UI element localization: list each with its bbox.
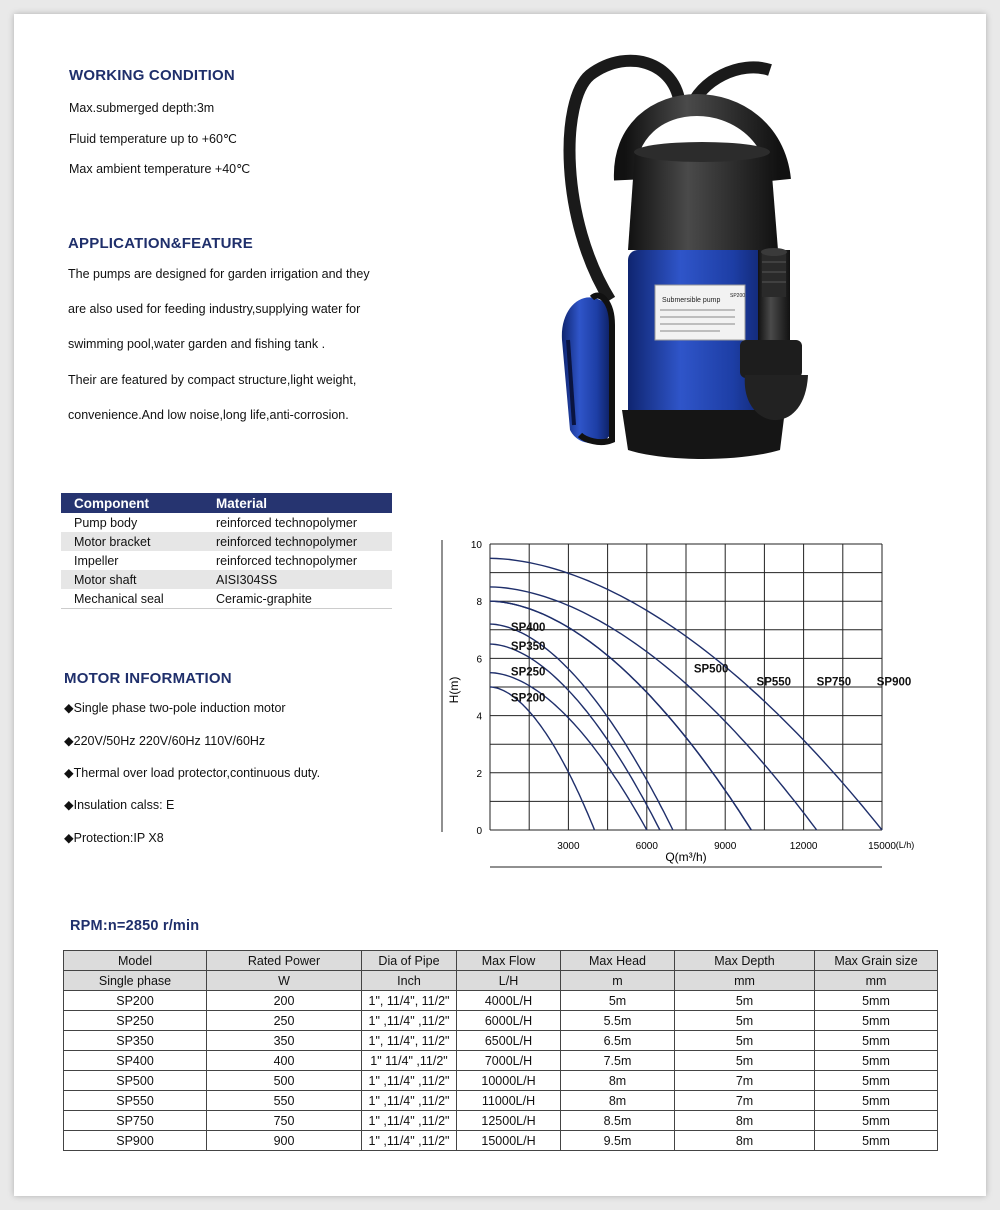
materials-row (61, 589, 392, 609)
spec-header-cell: Max Flow (457, 951, 561, 971)
spec-cell: 1" ,11/4" ,11/2" (362, 1111, 457, 1131)
application-title: APPLICATION&FEATURE (68, 235, 253, 252)
motor-line-text: Single phase two-pole induction motor (73, 701, 286, 715)
spec-cell: SP900 (64, 1131, 207, 1151)
spec-cell: 200 (207, 991, 362, 1011)
material-component: Motor bracket (61, 532, 203, 551)
spec-row (64, 1091, 938, 1111)
spec-cell: 12500L/H (457, 1111, 561, 1131)
spec-cell: 9.5m (561, 1131, 675, 1151)
spec-header-cell: mm (815, 971, 938, 991)
spec-cell: 6500L/H (457, 1031, 561, 1051)
motor-line (64, 765, 320, 780)
spec-header-cell: Dia of Pipe (362, 951, 457, 971)
chart-x-tick-label: 12000 (789, 841, 818, 852)
spec-cell: 5mm (815, 1071, 938, 1091)
working-condition-line: Max.submerged depth:3m (69, 101, 215, 115)
spec-header-cell: mm (675, 971, 815, 991)
spec-cell: 7m (675, 1091, 815, 1111)
spec-cell: 5mm (815, 1091, 938, 1111)
spec-cell: 1" ,11/4" ,11/2" (362, 1011, 457, 1031)
spec-cell: 1" 11/4" ,11/2" (362, 1051, 457, 1071)
chart-series-label: SP750 (816, 676, 852, 689)
spec-row (64, 1131, 938, 1151)
material-value: AISI304SS (203, 570, 392, 589)
spec-cell: 5mm (815, 1111, 938, 1131)
chart-series-label: SP350 (510, 640, 546, 653)
chart-x-tick-label: 6000 (635, 841, 658, 852)
materials-row (61, 551, 392, 570)
application-line: Their are featured by compact structure,light weight, (68, 373, 357, 387)
material-value: Ceramic-graphite (203, 589, 392, 609)
chart-y-tick-label: 8 (476, 597, 482, 609)
spec-cell: 5m (675, 1011, 815, 1031)
chart-y-tick-label: 2 (476, 768, 482, 780)
spec-cell: 7.5m (561, 1051, 675, 1071)
diamond-bullet-icon: ◆ (64, 798, 74, 812)
materials-row (61, 570, 392, 589)
spec-row (64, 1071, 938, 1091)
chart-x-tick-label: 3000 (557, 841, 580, 852)
pump-label-model: SP200 (730, 293, 746, 299)
motor-line (64, 700, 286, 715)
working-condition-title: WORKING CONDITION (69, 67, 235, 84)
spec-cell: 900 (207, 1131, 362, 1151)
motor-line (64, 830, 164, 845)
spec-cell: 5m (675, 991, 815, 1011)
spec-row (64, 1031, 938, 1051)
materials-row (61, 513, 392, 532)
chart-series-line (490, 687, 595, 830)
spec-cell: SP550 (64, 1091, 207, 1111)
spec-row (64, 1051, 938, 1071)
chart-series-label: SP500 (693, 663, 729, 676)
performance-chart (430, 530, 930, 875)
chart-x-unit: (L/h) (895, 840, 915, 850)
chart-labels (511, 622, 911, 704)
motor-line-text: Protection:IP X8 (73, 831, 164, 845)
materials-table (61, 493, 392, 609)
application-line: convenience.And low noise,long life,anti-corrosion. (68, 408, 349, 422)
spec-header-cell: Max Grain size (815, 951, 938, 971)
spec-cell: 8m (675, 1131, 815, 1151)
spec-cell: SP250 (64, 1011, 207, 1031)
material-value: reinforced technopolymer (216, 515, 358, 530)
spec-cell: 5mm (815, 1051, 938, 1071)
chart-y-axis-label: H(m) (447, 676, 461, 704)
spec-cell: 8m (561, 1091, 675, 1111)
spec-header-cell: L/H (457, 971, 561, 991)
spec-cell: 4000L/H (457, 991, 561, 1011)
chart-series-label: SP250 (510, 666, 546, 679)
spec-cell: 11000L/H (457, 1091, 561, 1111)
spec-cell: 5mm (815, 1031, 938, 1051)
chart-y-tick-label: 0 (476, 826, 482, 837)
spec-cell: 8.5m (561, 1111, 675, 1131)
chart-x-axis-label: Q(m³/h) (665, 850, 707, 864)
spec-cell: 5.5m (561, 1011, 675, 1031)
spec-row (64, 991, 938, 1011)
materials-header-material: Material (203, 493, 392, 513)
spec-cell: 1", 11/4", 11/2" (362, 1031, 457, 1051)
spec-cell: 6.5m (561, 1031, 675, 1051)
chart-x-tick-label: 9000 (714, 841, 737, 852)
spec-cell: 7m (675, 1071, 815, 1091)
diamond-bullet-icon: ◆ (64, 734, 74, 748)
working-condition-line: Fluid temperature up to +60℃ (69, 132, 237, 146)
spec-cell: SP200 (64, 991, 207, 1011)
chart-series-label: SP900 (876, 676, 912, 689)
rpm-label: RPM:n=2850 r/min (70, 918, 200, 934)
materials-header-component: Component (61, 493, 203, 513)
spec-header-cell: m (561, 971, 675, 991)
spec-cell: 1" ,11/4" ,11/2" (362, 1071, 457, 1091)
spec-header-cell: Inch (362, 971, 457, 991)
motor-line-text: Insulation calss: E (73, 798, 175, 812)
spec-row (64, 1111, 938, 1131)
motor-line-text: Thermal over load protector,continuous duty. (73, 766, 321, 780)
chart-y-tick-label: 4 (476, 711, 482, 723)
motor-line-text: 220V/50Hz 220V/60Hz 110V/60Hz (73, 734, 266, 748)
spec-cell: 400 (207, 1051, 362, 1071)
chart-series-label: SP550 (756, 676, 792, 689)
spec-cell: 350 (207, 1031, 362, 1051)
spec-cell: 250 (207, 1011, 362, 1031)
spec-cell: 1" ,11/4" ,11/2" (362, 1091, 457, 1111)
diamond-bullet-icon: ◆ (64, 766, 74, 780)
application-line: are also used for feeding industry,supplying water for (68, 302, 361, 316)
spec-header-cell: Max Head (561, 951, 675, 971)
spec-cell: SP400 (64, 1051, 207, 1071)
chart-y-tick-label: 6 (476, 654, 482, 666)
material-value: reinforced technopolymer (203, 532, 392, 551)
spec-header-cell: Model (64, 951, 207, 971)
spec-header-row (64, 971, 938, 991)
working-condition-line: Max ambient temperature +40℃ (69, 162, 251, 176)
spec-table (63, 950, 938, 1151)
spec-header-cell: Max Depth (675, 951, 815, 971)
materials-row (61, 532, 392, 551)
spec-cell: 5m (675, 1031, 815, 1051)
materials-header-row (61, 493, 392, 513)
chart-y-tick-label: 10 (470, 540, 482, 551)
spec-cell: SP350 (64, 1031, 207, 1051)
material-value: reinforced technopolymer (216, 553, 358, 568)
spec-cell: 500 (207, 1071, 362, 1091)
motor-title: MOTOR INFORMATION (64, 670, 232, 687)
spec-header-cell: Single phase (64, 971, 207, 991)
spec-cell: 8m (561, 1071, 675, 1091)
spec-row (64, 1011, 938, 1031)
spec-header-cell: W (207, 971, 362, 991)
pump-label-title: Submersible pump (662, 297, 721, 304)
chart-series-label: SP200 (510, 692, 546, 705)
material-component: Motor shaft (61, 570, 203, 589)
spec-cell: 5mm (815, 1131, 938, 1151)
spec-cell: SP750 (64, 1111, 207, 1131)
spec-cell: 550 (207, 1091, 362, 1111)
spec-cell: 1", 11/4", 11/2" (362, 991, 457, 1011)
diamond-bullet-icon: ◆ (64, 831, 74, 845)
application-line: swimming pool,water garden and fishing tank . (68, 337, 326, 351)
spec-cell: 5mm (815, 1011, 938, 1031)
spec-cell: 15000L/H (457, 1131, 561, 1151)
material-component: Impeller (74, 553, 119, 568)
spec-header-row (64, 951, 938, 971)
spec-cell: 6000L/H (457, 1011, 561, 1031)
motor-line (64, 733, 265, 748)
pump-image (540, 40, 840, 470)
spec-header-cell: Rated Power (207, 951, 362, 971)
spec-cell: 10000L/H (457, 1071, 561, 1091)
spec-cell: 750 (207, 1111, 362, 1131)
spec-cell: 5m (561, 991, 675, 1011)
spec-cell: SP500 (64, 1071, 207, 1091)
material-component: Mechanical seal (61, 589, 203, 609)
chart-series-label: SP400 (510, 622, 546, 635)
application-line: The pumps are designed for garden irrigation and they (68, 267, 370, 281)
chart-x-tick-label: 15000 (868, 841, 896, 852)
spec-cell: 7000L/H (457, 1051, 561, 1071)
spec-cell: 5m (675, 1051, 815, 1071)
spec-cell: 8m (675, 1111, 815, 1131)
material-component: Pump body (74, 515, 138, 530)
diamond-bullet-icon: ◆ (64, 701, 74, 715)
spec-cell: 5mm (815, 991, 938, 1011)
motor-line (64, 797, 174, 812)
spec-cell: 1" ,11/4" ,11/2" (362, 1131, 457, 1151)
